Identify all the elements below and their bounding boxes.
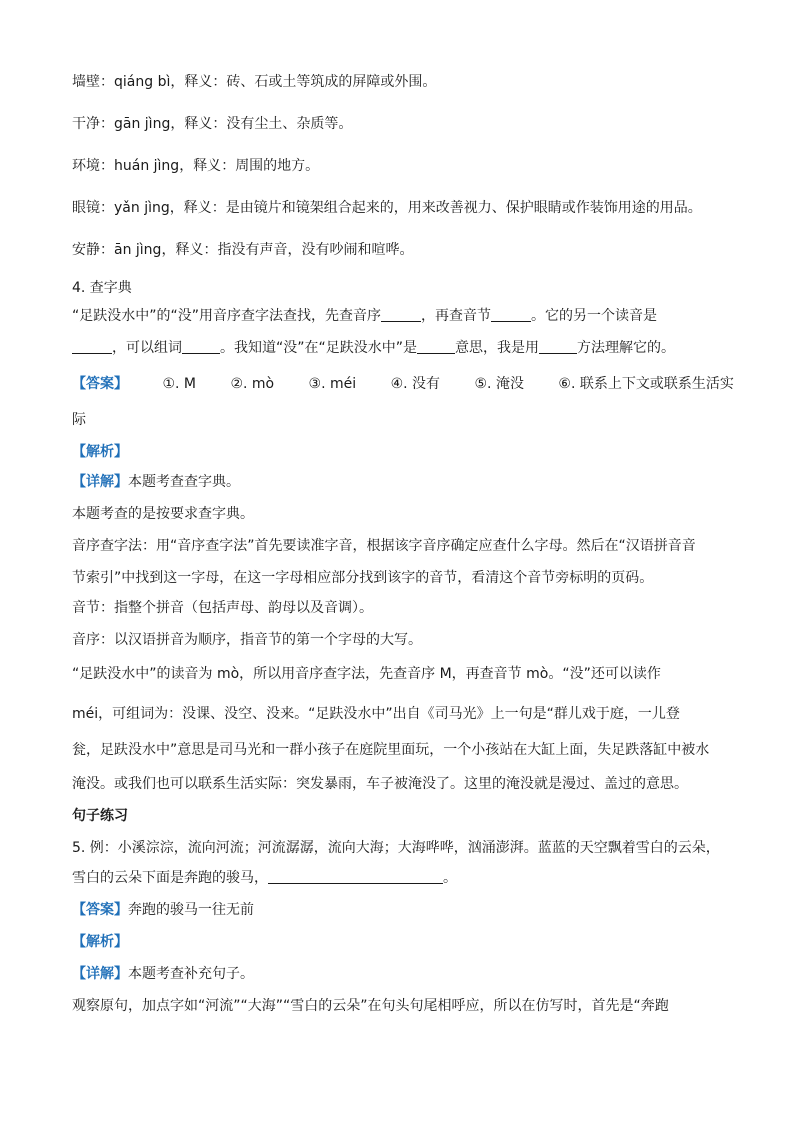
definition-item: 眼镜：yǎn jìng，释义：是由镜片和镜架组合起来的，用来改善视力、保护眼睛或作装饰用途的用品。: [72, 200, 702, 216]
question-line: [72, 338, 675, 358]
answer-blank: [381, 306, 421, 322]
paragraph-line: 本题考查的是按要求查字典。: [72, 506, 254, 522]
paragraph-line: “足趺没水中”的读音为 mò，所以用音序查字法，先查音序 M，再查音节 mò。“没”还可以读作: [72, 666, 661, 682]
definition-item: 干净：gān jìng，释义：没有尘土、杂质等。: [72, 116, 353, 132]
analysis-tag: 【解析】: [72, 934, 128, 950]
answer-line: [72, 374, 734, 394]
detail-text: 本题考查查字典。: [128, 474, 240, 490]
text: “足趺没水中”的“没”用音序查字法查找，先查音序: [72, 308, 382, 324]
detail-line: [72, 472, 240, 492]
question-line: 5. 例：小溪淙淙，流向河流；河流潺潺，流向大海；大海哗哗，汹涌澎湃。蓝蓝的天空飘着雪白的云朵，: [72, 840, 720, 856]
definition-item: 墙壁：qiáng bì，释义：砖、石或土等筑成的屏障或外围。: [72, 74, 437, 90]
answer-blank: [491, 306, 531, 322]
text: 。我知道“没”在“足趺没水中”是: [220, 340, 418, 356]
detail-tag: 【详解】: [72, 966, 128, 982]
meaning: 是由镜片和镜架组合起来的，用来改善视力、保护眼睛或作装饰用途的用品。: [225, 200, 702, 216]
detail-line: [72, 964, 254, 984]
meaning-label: 释义: [184, 116, 213, 132]
text: ，再查音节: [421, 308, 492, 324]
pinyin: qiáng bì: [114, 74, 171, 90]
paragraph-line: 瓮，足趺没水中”意思是司马光和一群小孩子在庭院里面玩，一个小孩站在大缸上面，失足跌落缸中被水: [72, 742, 710, 758]
paragraph-line: méi，可组词为：没课、没空、没来。“足趺没水中”出自《司马光》上一句是“群儿戏于庭，一儿登: [72, 706, 680, 722]
answer-line: [72, 900, 254, 920]
question-heading: 4. 查字典: [72, 280, 132, 296]
section-heading: 句子练习: [72, 808, 128, 824]
answer-option: ②. mò: [230, 376, 275, 392]
text: 雪白的云朵下面是奔跑的骏马，: [72, 870, 268, 886]
answer-option: ④. 没有: [390, 376, 441, 392]
pinyin: yǎn jìng: [114, 200, 170, 216]
meaning: 周围的地方。: [235, 158, 320, 174]
text: 。它的另一个读音是: [531, 308, 658, 324]
meaning: 指没有声音，没有吵闹和喧哗。: [217, 242, 414, 258]
meaning: 砖、石或土等筑成的屏障或外围。: [226, 74, 437, 90]
paragraph-line: 淹没。或我们也可以联系生活实际：突发暴雨，车子被淹没了。这里的淹没就是漫过、盖过的意思。: [72, 776, 688, 792]
text: ，可以组词: [112, 340, 182, 356]
paragraph-line: 音节：指整个拼音（包括声母、韵母以及音调）。: [72, 600, 373, 616]
word: 安静: [72, 242, 100, 258]
pinyin: ān jìng: [114, 242, 162, 258]
answer-blank: [539, 338, 577, 354]
detail-tag: 【详解】: [72, 474, 128, 490]
answer-wrap: 际: [72, 412, 86, 428]
definition-item: 安静：ān jìng，释义：指没有声音，没有吵闹和喧哗。: [72, 242, 414, 258]
question-line: [72, 868, 457, 888]
pinyin: huán jìng: [114, 158, 180, 174]
paragraph-line: 观察原句，加点字如“河流”“大海”“雪白的云朵”在句头句尾相呼应，所以在仿写时，首先是“奔跑: [72, 998, 669, 1014]
word: 眼镜: [72, 200, 100, 216]
question-line: [72, 306, 657, 326]
answer-tag: 【答案】: [72, 902, 128, 918]
meaning-label: 释义: [184, 74, 213, 90]
answer-blank: [72, 338, 112, 354]
meaning-label: 释义: [183, 200, 212, 216]
meaning-label: 释义: [175, 242, 204, 258]
text: 方法理解它的。: [577, 340, 676, 356]
definition-item: 环境：huán jìng，释义：周围的地方。: [72, 158, 320, 174]
answer-option: ⑤. 淹没: [474, 376, 524, 392]
text: 意思，我是用: [455, 340, 540, 356]
answer-blank: [182, 338, 220, 354]
answer-option: ⑥. 联系上下文或联系生活实: [558, 376, 734, 392]
answer-option: ③. méi: [308, 376, 357, 392]
detail-text: 本题考查补充句子。: [128, 966, 254, 982]
paragraph-line: 音序查字法：用“音序查字法”首先要读准字音，根据该字音序确定应查什么字母。然后在“汉语拼音音: [72, 538, 696, 554]
answer-option: ①. M: [162, 376, 196, 392]
word: 干净: [72, 116, 100, 132]
word: 环境: [72, 158, 100, 174]
answer-tag: 【答案】: [72, 376, 128, 392]
meaning: 没有尘土、杂质等。: [226, 116, 353, 132]
answer-text: 奔跑的骏马一往无前: [128, 902, 254, 918]
answer-blank: [417, 338, 455, 354]
analysis-tag: 【解析】: [72, 444, 128, 460]
answer-blank: [268, 868, 443, 884]
text: 。: [443, 870, 457, 886]
pinyin: gān jìng: [114, 116, 171, 132]
word: 墙壁: [72, 74, 100, 90]
paragraph-line: 节索引”中找到这一字母，在这一字母相应部分找到该字的音节，看清这个音节旁标明的页码。: [72, 570, 654, 586]
paragraph-line: 音序：以汉语拼音为顺序，指音节的第一个字母的大写。: [72, 632, 422, 648]
meaning-label: 释义: [193, 158, 222, 174]
